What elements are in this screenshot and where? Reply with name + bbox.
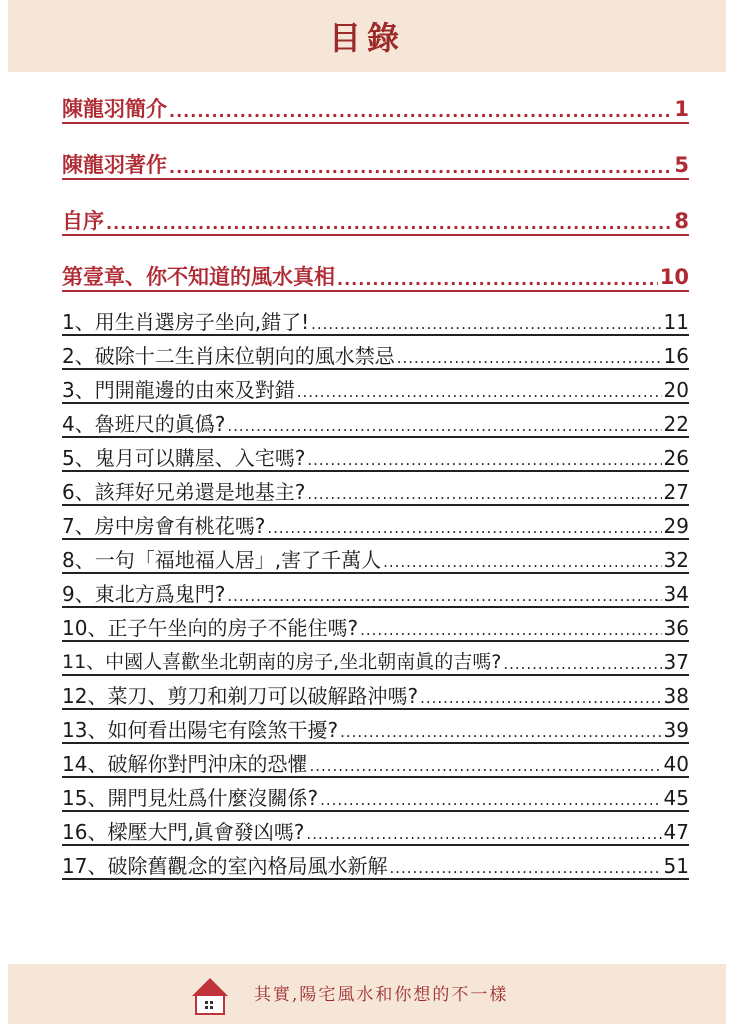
- toc-item-page: 47: [663, 820, 689, 844]
- toc-entry-label: 第壹章、你不知道的風水真相: [62, 265, 335, 289]
- header-band: [8, 0, 726, 72]
- toc-item-page: 34: [663, 582, 689, 606]
- toc-item-8[interactable]: [62, 544, 689, 574]
- footer-slogan: 其實,陽宅風水和你想的不一樣: [254, 985, 509, 1005]
- dot-leader: [311, 306, 661, 334]
- toc-item-label: 12、菜刀、剪刀和剃刀可以破解路沖嗎?: [62, 684, 419, 708]
- toc-item-page: 20: [663, 378, 689, 402]
- toc-item-page: 29: [663, 514, 689, 538]
- toc-item-page: 36: [663, 616, 689, 640]
- toc-entry-chapter-1[interactable]: [62, 260, 689, 292]
- toc-entry-page: 8: [674, 209, 689, 233]
- toc-item-page: 32: [663, 548, 689, 572]
- dot-leader: [503, 646, 661, 674]
- toc-item-13[interactable]: [62, 714, 689, 744]
- toc-entry-label: 陳龍羽著作: [62, 153, 167, 177]
- dot-leader: [420, 680, 661, 708]
- toc-item-page: 16: [663, 344, 689, 368]
- dot-leader: [169, 92, 672, 122]
- toc-item-label: 4、魯班尺的眞僞?: [62, 412, 226, 436]
- toc-item-label: 1、用生肖選房子坐向,錯了!: [62, 310, 310, 334]
- toc-item-page: 38: [663, 684, 689, 708]
- toc-item-6[interactable]: [62, 476, 689, 506]
- toc-item-10[interactable]: [62, 612, 689, 642]
- dot-leader: [383, 544, 661, 572]
- toc-item-label: 13、如何看出陽宅有陰煞干擾?: [62, 718, 339, 742]
- toc-item-page: 11: [663, 310, 689, 334]
- house-icon: [188, 974, 232, 1018]
- dot-leader: [106, 204, 672, 234]
- toc-item-4[interactable]: [62, 408, 689, 438]
- toc-item-page: 45: [663, 786, 689, 810]
- toc-item-page: 22: [663, 412, 689, 436]
- toc-item-label: 6、該拜好兄弟還是地基主?: [62, 480, 306, 504]
- toc-item-label: 2、破除十二生肖床位朝向的風水禁忌: [62, 344, 395, 368]
- dot-leader: [320, 782, 661, 810]
- toc-item-page: 37: [663, 650, 689, 674]
- toc-item-2[interactable]: [62, 340, 689, 370]
- dot-leader: [306, 816, 661, 844]
- toc-entry-page: 10: [659, 265, 689, 289]
- toc-item-12[interactable]: [62, 680, 689, 710]
- dot-leader: [337, 260, 658, 290]
- toc-item-page: 51: [663, 854, 689, 878]
- toc-item-label: 10、正子午坐向的房子不能住嗎?: [62, 616, 359, 640]
- dot-leader: [227, 578, 661, 606]
- dot-leader: [297, 374, 662, 402]
- toc-item-17[interactable]: [62, 850, 689, 880]
- toc-item-9[interactable]: [62, 578, 689, 608]
- toc-entry-label: 自序: [62, 209, 104, 233]
- toc-item-label: 5、鬼月可以購屋、入宅嗎?: [62, 446, 306, 470]
- toc-item-14[interactable]: [62, 748, 689, 778]
- footer-band: [8, 964, 726, 1024]
- toc-item-page: 27: [663, 480, 689, 504]
- toc-item-label: 14、破解你對門沖床的恐懼: [62, 752, 308, 776]
- dot-leader: [307, 442, 661, 470]
- toc-item-11[interactable]: [62, 646, 689, 676]
- toc-item-label: 15、開門見灶爲什麼沒關係?: [62, 786, 319, 810]
- toc-entry-page: 5: [674, 153, 689, 177]
- toc-item-page: 40: [663, 752, 689, 776]
- toc-item-1[interactable]: [62, 306, 689, 336]
- toc-entry-works[interactable]: [62, 148, 689, 180]
- toc-item-label: 3、門開龍邊的由來及對錯: [62, 378, 295, 402]
- dot-leader: [227, 408, 661, 436]
- toc-item-label: 8、一句「福地福人居」,害了千萬人: [62, 548, 382, 572]
- toc-item-15[interactable]: [62, 782, 689, 812]
- toc-entry-label: 陳龍羽簡介: [62, 97, 167, 121]
- dot-leader: [389, 850, 661, 878]
- toc-item-label: 16、樑壓大門,眞會發凶嗎?: [62, 820, 305, 844]
- toc-item-label: 17、破除舊觀念的室內格局風水新解: [62, 854, 388, 878]
- toc-item-label: 7、房中房會有桃花嗎?: [62, 514, 266, 538]
- toc-item-page: 26: [663, 446, 689, 470]
- toc-entry-page: 1: [674, 97, 689, 121]
- dot-leader: [307, 476, 661, 504]
- page-title: 目錄: [328, 19, 405, 57]
- toc-item-7[interactable]: [62, 510, 689, 540]
- toc-item-3[interactable]: [62, 374, 689, 404]
- toc-item-label: 9、東北方爲鬼門?: [62, 582, 226, 606]
- toc-item-page: 39: [663, 718, 689, 742]
- dot-leader: [360, 612, 661, 640]
- toc-item-16[interactable]: [62, 816, 689, 846]
- toc-item-label: 11、中國人喜歡坐北朝南的房子,坐北朝南眞的吉嗎?: [62, 651, 502, 673]
- dot-leader: [169, 148, 672, 178]
- toc-entry-intro[interactable]: [62, 92, 689, 124]
- toc-entry-preface[interactable]: [62, 204, 689, 236]
- toc-item-5[interactable]: [62, 442, 689, 472]
- dot-leader: [267, 510, 661, 538]
- dot-leader: [309, 748, 661, 776]
- dot-leader: [340, 714, 661, 742]
- dot-leader: [397, 340, 662, 368]
